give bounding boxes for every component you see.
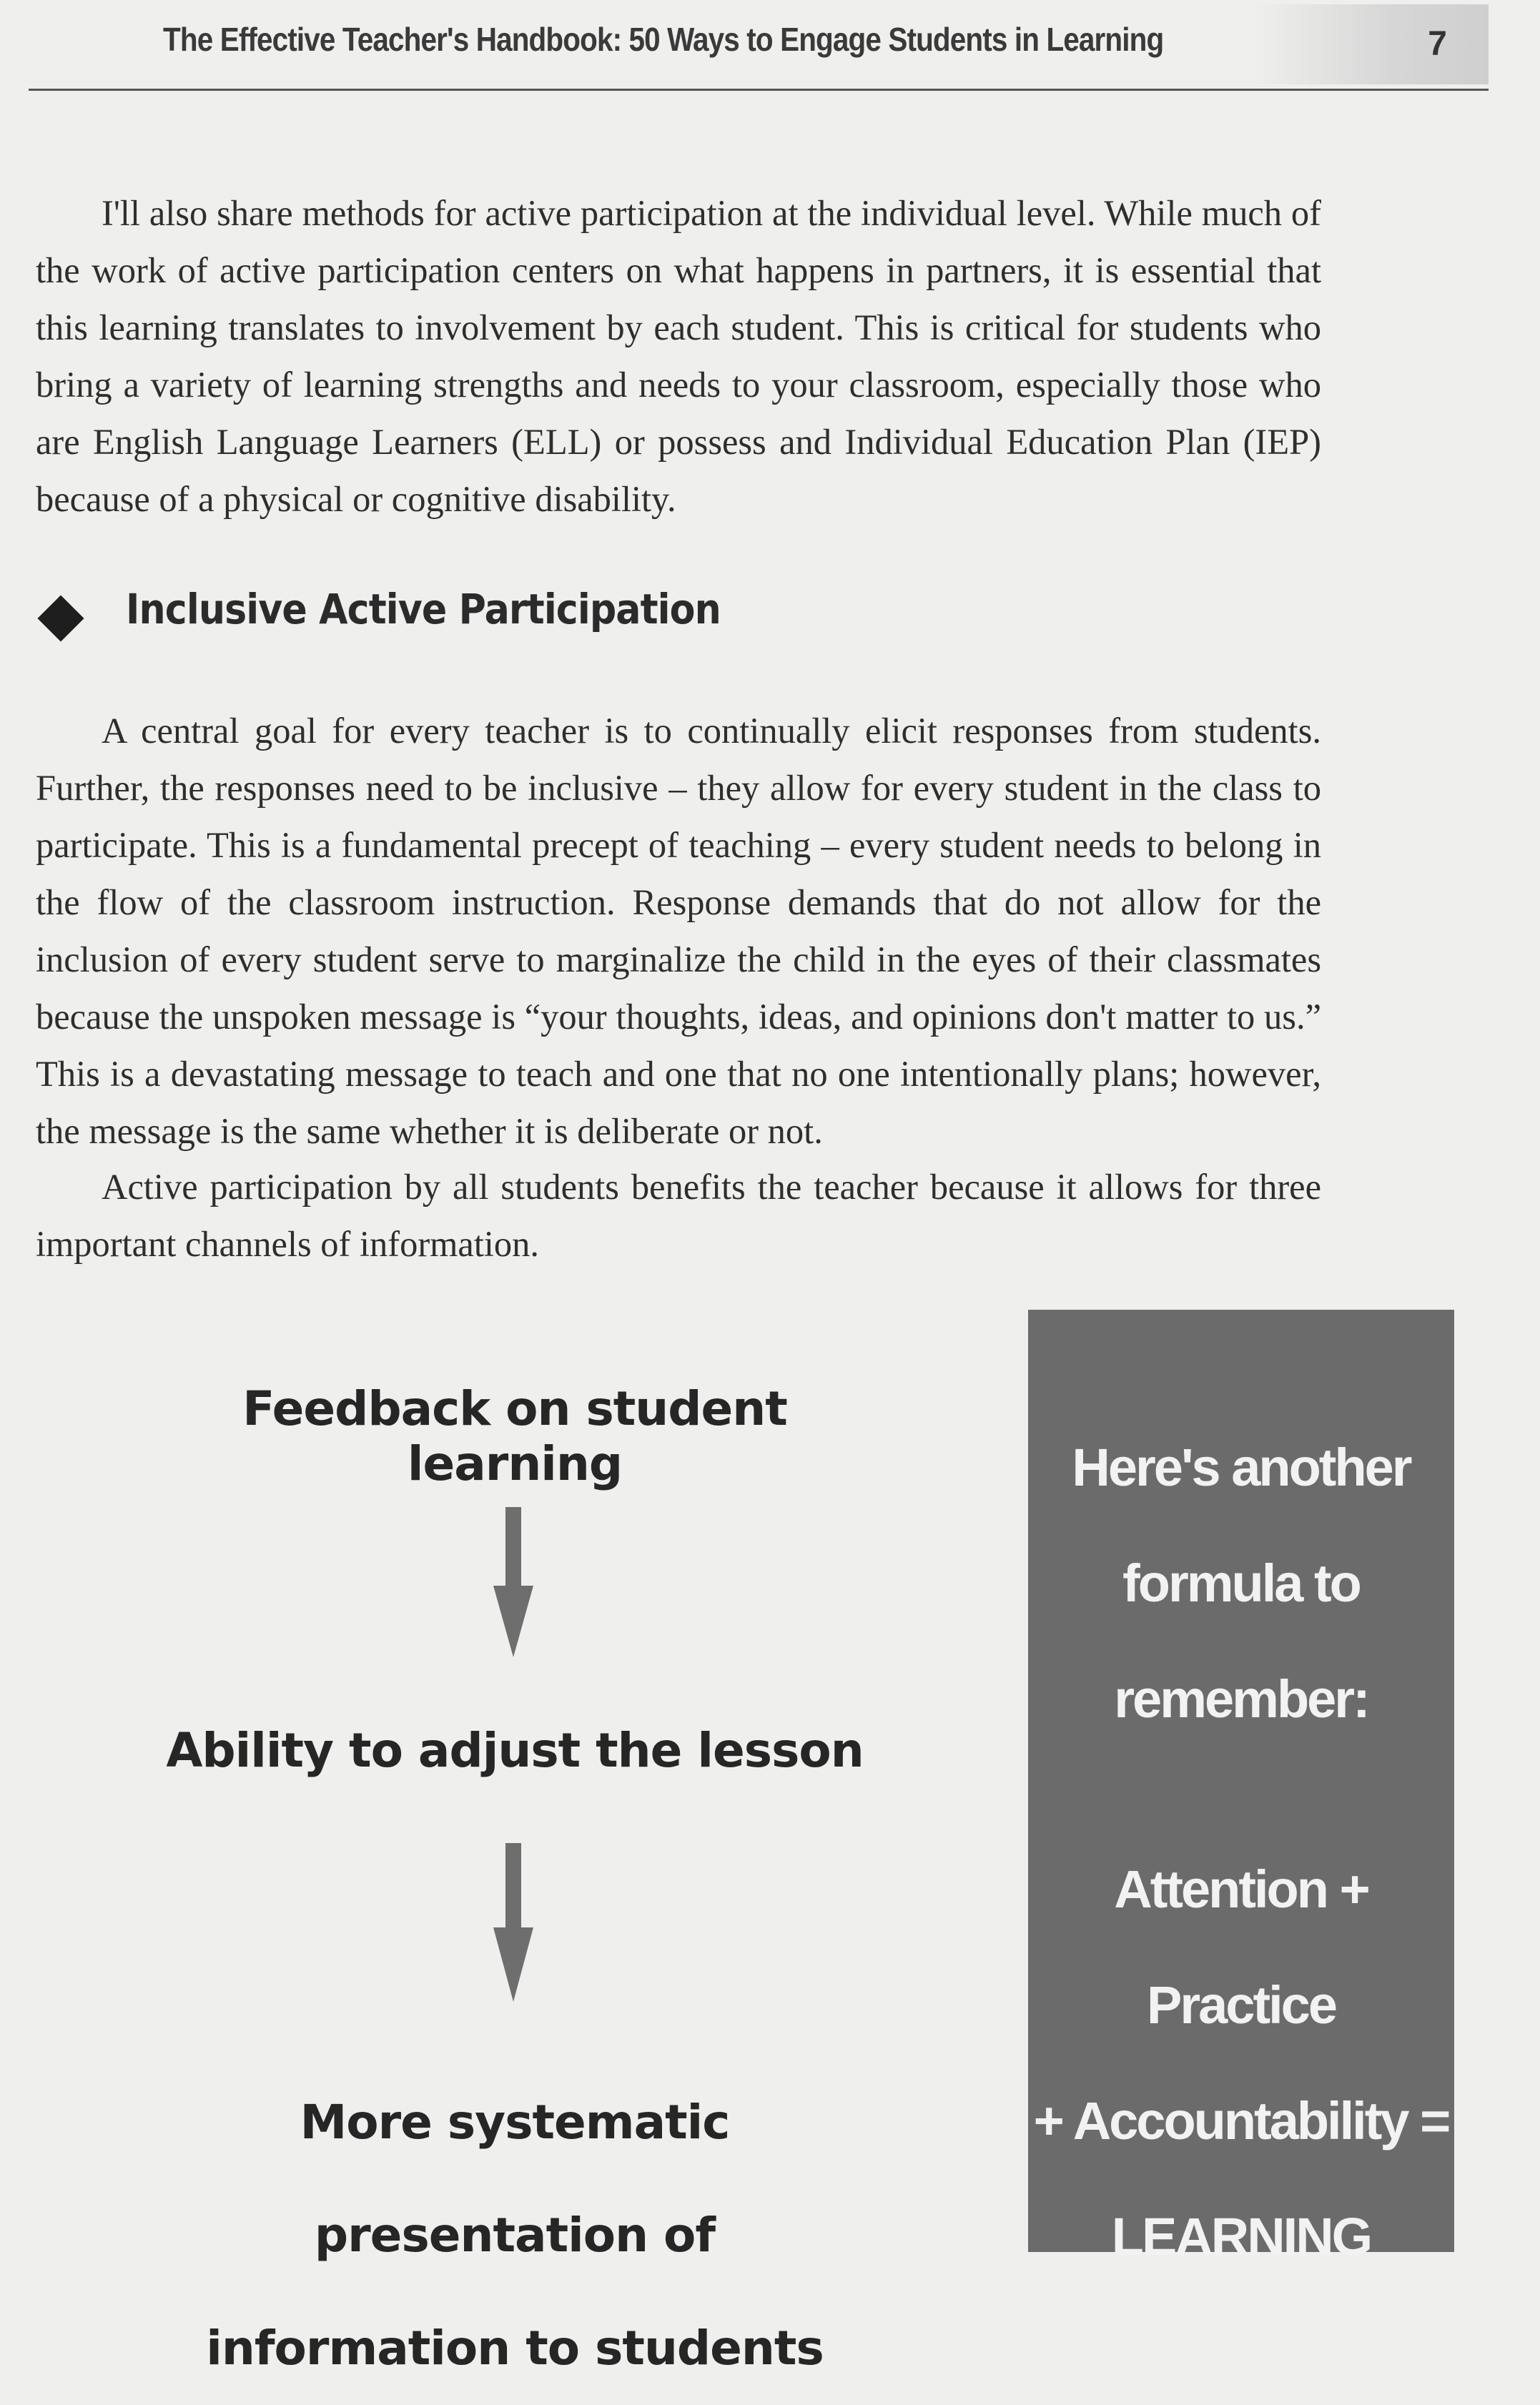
flow-step-presentation — [129, 2066, 901, 2405]
callout-intro-line1: Here's another — [1072, 1438, 1411, 1497]
section-heading: Inclusive Active Participation — [126, 585, 721, 633]
flow-step-presentation-line2: information to students — [206, 2321, 824, 2376]
flow-step-feedback: Feedback on student learning — [242, 1381, 787, 1491]
down-arrow-icon — [493, 1843, 533, 2002]
callout-intro-line2: formula to — [1122, 1554, 1360, 1613]
paragraph-benefits: Active participation by all students benefits the teacher because it allows for three important channels of information. — [36, 1167, 1321, 1264]
page-header — [29, 0, 1489, 91]
callout-intro-line3: remember: — [1114, 1669, 1368, 1729]
paragraph-central-goal: A central goal for every teacher is to continually elicit responses from students. Further, the responses need to be inclusive – they allow for every student in the class to participate. This is a fundamental precept of teaching – every student needs to belong in the flow of the classroom instruction. Response demands that do not allow for the inclusion of every student serve to marginalize the child in the eyes of their classmates because the unspoken message is “your thoughts, ideas, and opinions don't matter to us.” This is a devastating message to teach and one that no one intentionally plans; however, the message is the same whether it is deliberate or not. — [36, 711, 1321, 1151]
running-title: The Effective Teacher's Handbook: 50 Ways to Engage Students in Learning — [163, 21, 1164, 58]
callout-formula-line1: Attention + Practice — [1114, 1860, 1368, 2035]
formula-callout-box — [1028, 1310, 1454, 2266]
flow-step-presentation-line1: More systematic presentation of — [300, 2095, 730, 2263]
page-number-tab — [1253, 4, 1489, 84]
paragraph-individual-participation: I'll also share methods for active participation at the individual level. While much of the work of active participation centers on what happens in partners, it is essential that this learning translates to involvement by each student. This is critical for students who bring a variety of learning strengths and needs to your classroom, especially those who are English Language Learners (ELL) or possess and Individual Education Plan (IEP) because of a physical or cognitive disability. — [36, 193, 1321, 519]
callout-formula-line3: LEARNING — [1111, 2207, 1371, 2266]
page-number: 7 — [1428, 25, 1447, 63]
flow-step-adjust: Ability to adjust the lesson — [166, 1723, 864, 1778]
callout-formula-line2: + Accountability = — [1033, 2091, 1449, 2150]
callout-intro — [1028, 1410, 1454, 1757]
down-arrow-icon — [493, 1507, 533, 1657]
diamond-bullet-icon — [37, 595, 84, 641]
callout-formula — [1028, 1832, 1454, 2295]
